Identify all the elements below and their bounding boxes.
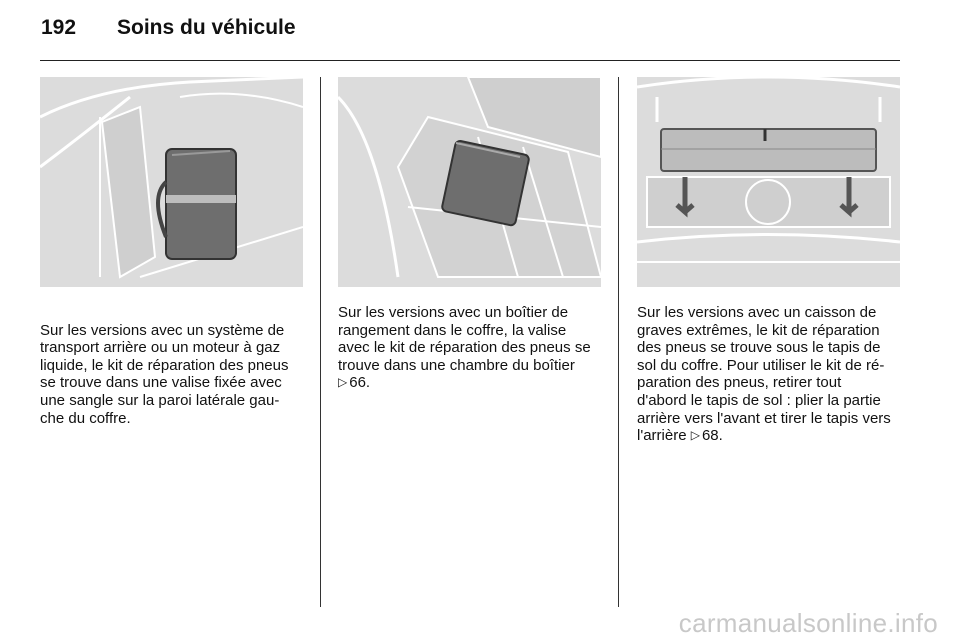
paragraph-text: Sur les versions avec un caisson de graves extrêmes, le kit de réparation des pneus se trouve sous le tapis de sol du coffre. Pour utiliser le kit de ré- paration des pneus, retirer tout d'abord le tapis de sol : plier la partie arrière vers l'avant et tirer le tapis vers l'arrière — [637, 304, 891, 445]
page-reference[interactable]: 66. — [349, 374, 371, 392]
column-divider — [320, 77, 321, 607]
page-number: 192 — [41, 16, 77, 39]
paragraph-column-3 — [637, 304, 902, 445]
figure-trunk-repair-case — [40, 77, 303, 287]
watermark: carmanualsonline.info — [678, 608, 938, 638]
column-divider — [618, 77, 619, 607]
paragraph-text: Sur les versions avec un système de transport arrière ou un moteur à gaz liquide, le kit de réparation des pneus se trouve dans une valise fixée avec une sangle sur la paroi latérale gau- che du coffre. — [40, 321, 289, 427]
figure-trunk-subwoofer — [637, 77, 900, 287]
arrow-reference-icon: ▷ — [690, 428, 700, 443]
subwoofer-illustration — [637, 77, 900, 287]
figure-trunk-storage-box — [338, 77, 601, 287]
paragraph-column-1 — [40, 304, 305, 427]
page-title: Soins du véhicule — [117, 16, 296, 39]
page-reference[interactable]: 68. — [701, 427, 723, 445]
arrow-reference-icon: ▷ — [338, 375, 348, 390]
header-rule — [40, 60, 900, 61]
paragraph-column-2 — [338, 304, 603, 392]
storage-box-illustration — [338, 77, 601, 287]
trunk-case-illustration — [40, 77, 303, 287]
paragraph-text: Sur les versions avec un boîtier de rangement dans le coffre, la valise avec le kit de réparation des pneus se trouve dans une chambre du boîtier — [338, 304, 591, 374]
